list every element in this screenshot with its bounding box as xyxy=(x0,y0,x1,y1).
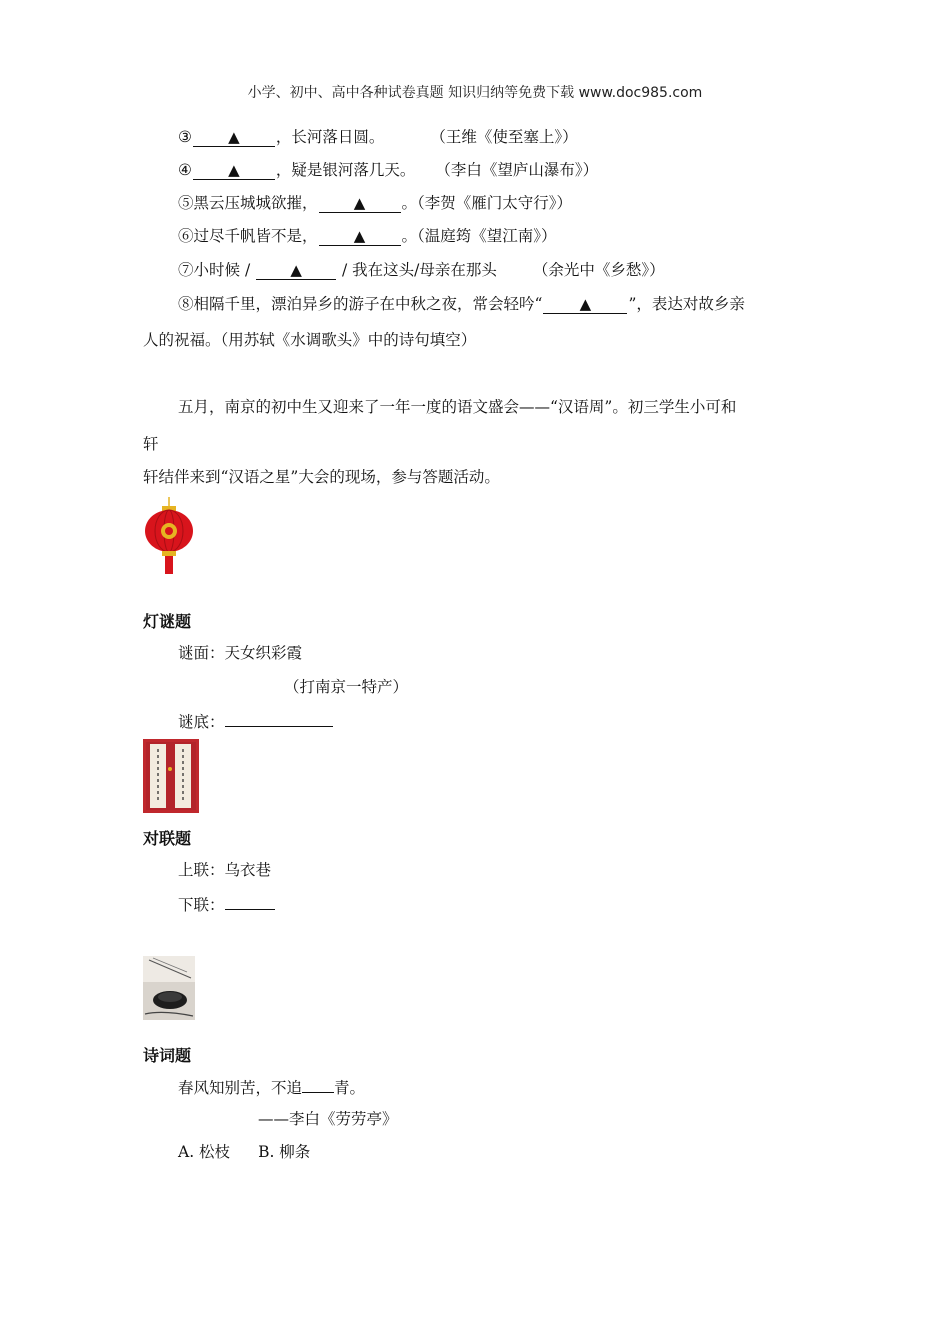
intro-line-2: 轩 xyxy=(143,435,159,453)
item-number: ⑦ xyxy=(178,261,194,279)
item-number: ⑧ xyxy=(178,295,194,313)
riddle-face: 谜面：天女织彩霞 xyxy=(178,644,303,662)
couplet-answer-blank xyxy=(225,893,275,910)
answer-blank: ▲ xyxy=(256,262,336,280)
intro-line-3: 轩结伴来到“汉语之星”大会的现场，参与答题活动。 xyxy=(143,468,500,486)
option-a: A. 松枝 xyxy=(178,1143,231,1161)
riddle-hint: （打南京一特产） xyxy=(284,678,409,696)
answer-blank: ▲ xyxy=(543,296,627,314)
poem-line-4: ④ ▲ ，疑是银河落几天。 （李白《望庐山瀑布》） xyxy=(178,161,599,179)
poetry-attribution: ——李白《劳劳亭》 xyxy=(258,1110,398,1128)
poem-source: （李白《望庐山瀑布》） xyxy=(435,161,599,179)
option-b: B. 柳条 xyxy=(258,1143,311,1161)
poem-line-7: ⑦小时候 / ▲ / 我在这头/母亲在那头 （余光中《乡愁》） xyxy=(178,261,665,279)
item-number: ③ xyxy=(178,128,192,146)
ink-stone-image xyxy=(143,956,195,1020)
riddle-answer-blank xyxy=(225,710,333,727)
riddle-answer: 谜底： xyxy=(178,710,333,732)
red-lantern-image xyxy=(143,497,195,577)
answer-blank: ▲ xyxy=(193,129,275,147)
poetry-heading: 诗词题 xyxy=(143,1046,192,1065)
intro-line-1: 五月，南京的初中生又迎来了一年一度的语文盛会——“汉语周”。初三学生小可和 xyxy=(178,398,737,416)
riddle-heading: 灯谜题 xyxy=(143,612,192,631)
poetry-options xyxy=(178,1142,310,1162)
poem-line-8-continuation: 人的祝福。（用苏轼《水调歌头》中的诗句填空） xyxy=(143,331,477,349)
poem-line-6: ⑥过尽千帆皆不是， ▲ 。（温庭筠《望江南》） xyxy=(178,227,557,245)
answer-blank: ▲ xyxy=(319,195,401,213)
page-header: 小学、初中、高中各种试卷真题 知识归纳等免费下载 www.doc985.com xyxy=(247,85,703,101)
poem-source: （温庭筠《望江南》） xyxy=(417,227,557,245)
couplet-image xyxy=(143,739,199,813)
couplet-upper: 上联：乌衣巷 xyxy=(178,861,272,879)
item-number: ⑥ xyxy=(178,227,194,245)
answer-blank: ▲ xyxy=(319,228,401,246)
poem-line-3: ③ ▲ ，长河落日圆。 （王维《使至塞上》） xyxy=(178,128,578,146)
poem-source: （余光中《乡愁》） xyxy=(532,261,665,279)
poetry-line: 春风知别苦，不追 青。 xyxy=(178,1076,365,1098)
answer-blank: ▲ xyxy=(193,162,275,180)
poem-source: （王维《使至塞上》） xyxy=(430,128,578,146)
couplet-heading: 对联题 xyxy=(143,829,192,848)
poem-line-8: ⑧相隔千里，漂泊异乡的游子在中秋之夜，常会轻吟“ ▲ ”，表达对故乡亲 xyxy=(178,295,745,313)
item-number: ④ xyxy=(178,161,192,179)
poem-line-5: ⑤黑云压城城欲摧， ▲ 。（李贺《雁门太守行》） xyxy=(178,194,573,212)
item-number: ⑤ xyxy=(178,194,194,212)
couplet-lower: 下联： xyxy=(178,893,275,915)
poetry-answer-blank xyxy=(302,1076,334,1093)
poem-source: （李贺《雁门太守行》） xyxy=(417,194,573,212)
